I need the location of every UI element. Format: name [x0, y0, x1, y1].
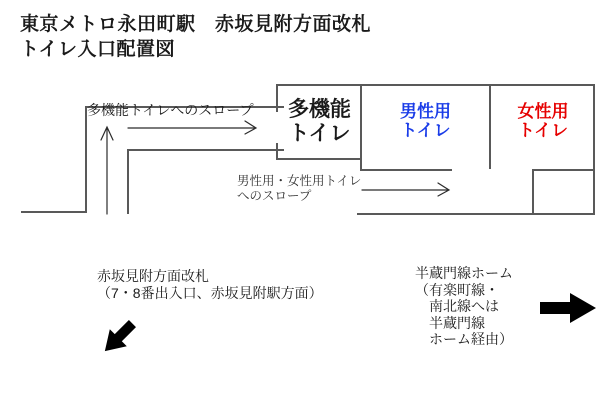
- gate-destination-label: [97, 268, 323, 302]
- multi-slope-label: 多機能トイレへのスロープ: [87, 102, 254, 118]
- page-title-line2: トイレ入口配置図: [20, 39, 176, 60]
- mens-toilet-label-line2: トイレ: [400, 121, 451, 140]
- multi-slope-arrow: [128, 121, 256, 134]
- platform-destination-line5: ホーム経由）: [415, 331, 513, 347]
- women-room-inner-partition: [533, 170, 594, 214]
- mens-toilet-label: [361, 102, 490, 140]
- platform-destination-line1: 半蔵門線ホーム: [415, 265, 513, 281]
- mw-slope-label-line1: 男性用・女性用トイレ: [237, 174, 362, 188]
- platform-destination-line2: （有楽町線・: [415, 281, 499, 298]
- platform-direction-arrow: [540, 293, 596, 323]
- womens-toilet-label-line1: 女性用: [517, 102, 569, 121]
- slope-up-arrow: [101, 127, 113, 214]
- womens-toilet-label-line2: トイレ: [517, 121, 569, 140]
- gate-direction-arrow: [96, 315, 141, 360]
- gate-destination-line1: 赤坂見附方面改札: [97, 268, 209, 284]
- multi-function-toilet-label: [278, 85, 361, 159]
- multi-function-toilet-label-line1: 多機能: [288, 98, 351, 121]
- mens-toilet-label-line1: 男性用: [400, 102, 451, 121]
- mw-slope-arrow: [362, 183, 449, 196]
- multi-function-toilet-label-line2: トイレ: [288, 122, 351, 145]
- platform-destination-label: [415, 265, 513, 348]
- gate-destination-line2: （7・8番出入口、赤坂見附駅方面）: [97, 285, 323, 301]
- page-title-line1: 東京メトロ永田町駅 赤坂見附方面改札: [20, 14, 372, 35]
- platform-destination-line3: 南北線へは: [415, 298, 499, 314]
- womens-toilet-label: [490, 102, 596, 140]
- mw-slope-label-line2: へのスロープ: [237, 188, 312, 203]
- page-title: [20, 12, 371, 62]
- mw-slope-label: [237, 174, 361, 203]
- platform-destination-line4: 半蔵門線: [415, 314, 485, 331]
